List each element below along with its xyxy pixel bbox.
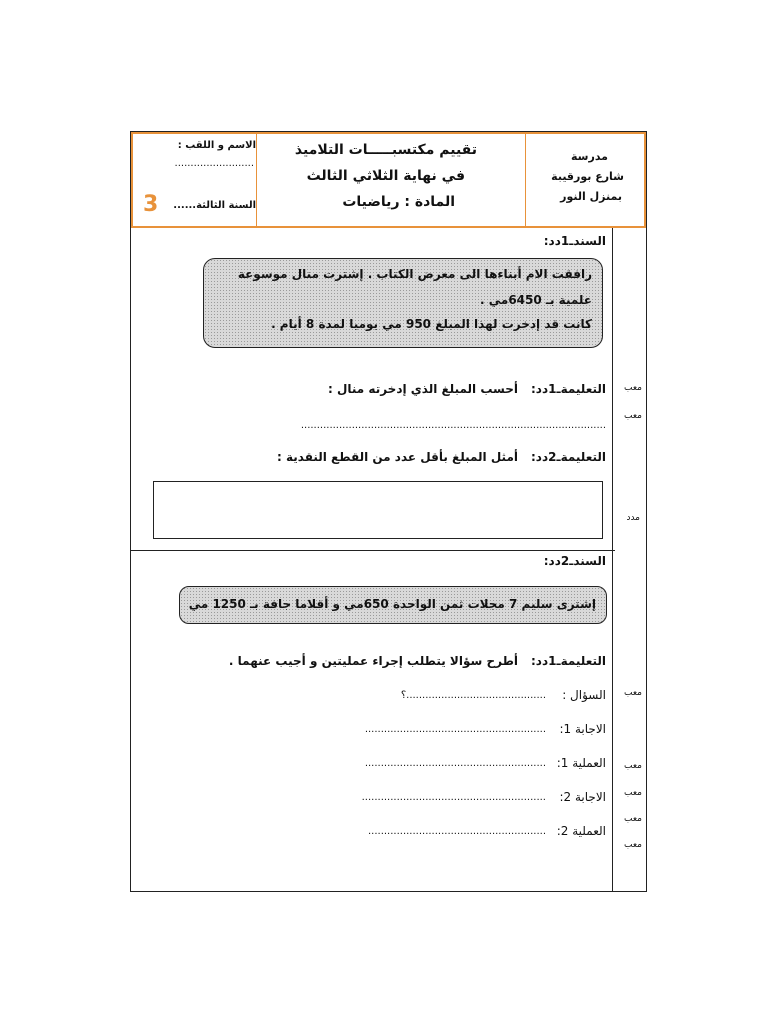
section2-text: إشترى سليم 7 مجلات ثمن الواحدة 650مي و أقلاما جافة بـ 1250 مي bbox=[188, 597, 596, 611]
school-line-3: بمنزل النور bbox=[560, 190, 622, 203]
title-line-1: تقييم مكتسبـــــات التلاميذ bbox=[294, 142, 477, 158]
s1-q2-label: التعليمةـ2دد: bbox=[531, 450, 606, 464]
s1-q1-answer-line[interactable]: ................................................................................................ bbox=[300, 420, 606, 431]
s1-q2-text: أمثل المبلغ بأقل عدد من القطع النقدية : bbox=[277, 450, 518, 464]
side-mark: مدد bbox=[626, 513, 640, 523]
operation2-line[interactable]: ........................................................ bbox=[367, 826, 546, 837]
side-mark: معب bbox=[624, 383, 642, 393]
school-line-1: مدرسة bbox=[571, 150, 608, 163]
title-line-2: في نهاية الثلاثي الثالث bbox=[306, 168, 465, 184]
side-mark: معب bbox=[624, 788, 642, 798]
s2-q1-text: أطرح سؤالا يتطلب إجراء عمليتين و أجيب عنهما . bbox=[228, 654, 518, 668]
side-mark: معب bbox=[624, 840, 642, 850]
student-info bbox=[133, 134, 262, 226]
section1-label: السندـ1دد: bbox=[543, 234, 606, 248]
operation1-label: العملية 1: bbox=[556, 756, 606, 770]
s1-q1-text: أحسب المبلغ الذي إدخرته منال : bbox=[328, 382, 518, 396]
question-answer-line[interactable]: ............................................؟ bbox=[400, 690, 546, 701]
answer1-label: الاجابة 1: bbox=[559, 722, 606, 736]
school-line-2: شارع بورقيبة bbox=[551, 170, 624, 183]
answer2-label: الاجابة 2: bbox=[559, 790, 606, 804]
school-info bbox=[526, 134, 644, 226]
side-mark: معب bbox=[624, 411, 642, 421]
section2-label: السندـ2دد: bbox=[543, 554, 606, 568]
name-label: الاسم و اللقب : bbox=[177, 140, 256, 151]
side-mark: معب bbox=[624, 761, 642, 771]
year-number: 3 bbox=[143, 192, 159, 217]
section1-text-line-1: رافقت الام أبناءها الى معرض الكتاب . إشترت منال موسوعة bbox=[237, 267, 592, 281]
year-label: السنة الثالثة...... bbox=[173, 200, 256, 211]
operation1-line[interactable]: ......................................................... bbox=[364, 758, 546, 769]
name-field[interactable]: ......................... bbox=[174, 158, 254, 169]
section2-context-box bbox=[179, 586, 607, 624]
side-mark: معب bbox=[624, 814, 642, 824]
section1-text-line-2: علمية بـ 6450مي . bbox=[480, 293, 592, 307]
header bbox=[131, 132, 646, 228]
subject: المادة : رياضيات bbox=[342, 194, 455, 210]
grading-column bbox=[612, 228, 646, 891]
operation2-label: العملية 2: bbox=[556, 824, 606, 838]
section-divider bbox=[131, 550, 615, 551]
question-label: السؤال : bbox=[562, 688, 606, 702]
section1-context-box bbox=[203, 258, 603, 348]
section1-text-line-3: كانت قد إدخرت لهذا المبلغ 950 مي يوميا لمدة 8 أيام . bbox=[271, 317, 592, 331]
title-block bbox=[256, 134, 526, 226]
answer2-line[interactable]: .......................................................... bbox=[361, 792, 546, 803]
answer1-line[interactable]: ......................................................... bbox=[364, 724, 546, 735]
s2-q1-label: التعليمةـ1دد: bbox=[531, 654, 606, 668]
side-mark: معب bbox=[624, 688, 642, 698]
exam-sheet bbox=[130, 131, 647, 892]
s1-q1-label: التعليمةـ1دد: bbox=[531, 382, 606, 396]
coins-answer-box[interactable] bbox=[153, 481, 603, 539]
